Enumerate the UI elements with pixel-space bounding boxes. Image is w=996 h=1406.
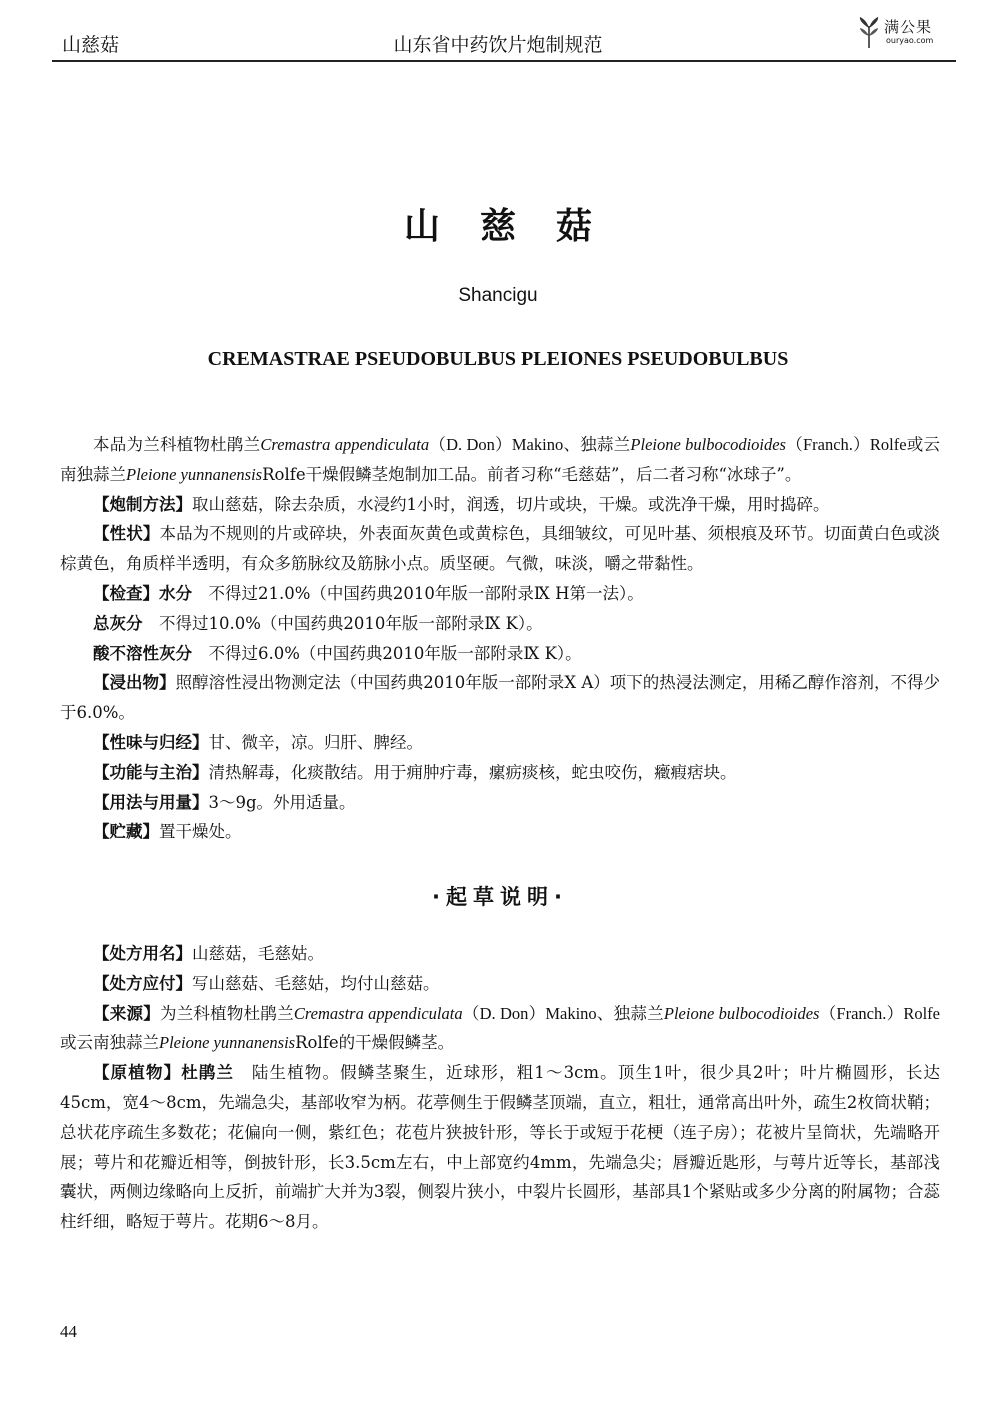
- source-text-3: （Franch.）Rolfe或云南独蒜兰: [60, 1003, 940, 1053]
- water-text: 不得过21.0%（中国药典2010年版一部附录Ⅸ H第一法）。: [208, 583, 644, 603]
- usage-text: 3～9g。外用适量。: [208, 792, 356, 812]
- page-title: 山慈菇: [403, 206, 632, 247]
- traits-label: 【性状】: [93, 524, 160, 544]
- method-paragraph: [60, 490, 940, 520]
- species-name: Pleione yunnanensis: [126, 464, 263, 484]
- intro-text-1: 本品为兰科植物杜鹃兰: [93, 435, 261, 454]
- extract-paragraph: [60, 668, 940, 728]
- species-name: Cremastra appendiculata: [260, 435, 430, 454]
- logo-name: 满公果: [884, 18, 933, 36]
- main-content: [60, 430, 940, 1237]
- storage-label: 【贮藏】: [93, 822, 159, 842]
- species-name: Pleione yunnanensis: [159, 1033, 296, 1053]
- usage-paragraph: [60, 788, 940, 818]
- latin-name: CREMASTRAE PSEUDOBULBUS PLEIONES PSEUDOBULBUS: [207, 348, 789, 370]
- check-label: 【检查】: [93, 583, 159, 603]
- page-number: 44: [60, 1322, 77, 1341]
- method-label: 【炮制方法】: [93, 494, 192, 514]
- rx-name-label: 【处方用名】: [93, 943, 192, 963]
- source-text-4: Rolfe的干燥假鳞茎。: [295, 1033, 455, 1053]
- function-text: 清热解毒，化痰散结。用于痈肿疔毒，瘰疬痰核，蛇虫咬伤，癥瘕痞块。: [208, 762, 737, 782]
- source-label: 【来源】: [93, 1003, 160, 1023]
- nature-label: 【性味与归经】: [93, 732, 209, 752]
- ash-label: 总灰分: [93, 613, 143, 633]
- origin-paragraph: [60, 1058, 940, 1237]
- pinyin-name: Shancigu: [458, 285, 538, 306]
- function-paragraph: [60, 758, 940, 788]
- traits-paragraph: [60, 519, 940, 579]
- usage-label: 【用法与用量】: [93, 792, 209, 812]
- source-paragraph: [60, 999, 940, 1059]
- storage-paragraph: [60, 817, 940, 847]
- running-head-center: 山东省中药饮片炮制规范: [393, 34, 603, 56]
- nature-paragraph: [60, 728, 940, 758]
- rx-dispense-label: 【处方应付】: [93, 973, 192, 993]
- acid-ash-text: 不得过6.0%（中国药典2010年版一部附录Ⅸ K）。: [208, 643, 582, 663]
- extract-text: 照醇溶性浸出物测定法（中国药典2010年版一部附录Ⅹ A）项下的热浸法测定，用稀乙醇作溶剂，不得少于6.0%。: [60, 673, 940, 723]
- water-label: 水分: [159, 583, 192, 603]
- species-name: Pleione bulbocodioides: [630, 435, 786, 454]
- page-header: [0, 0, 996, 62]
- ash-text: 不得过10.0%（中国药典2010年版一部附录Ⅸ K）。: [159, 613, 543, 633]
- intro-text-4: Rolfe干燥假鳞茎炮制加工品。前者习称“毛慈菇”，后二者习称“冰球子”。: [262, 464, 802, 484]
- rx-name-paragraph: [60, 939, 940, 969]
- species-name: Cremastra appendiculata: [293, 1003, 463, 1023]
- acid-ash-label: 酸不溶性灰分: [93, 643, 192, 663]
- source-text-1: 为兰科植物杜鹃兰: [159, 1003, 294, 1023]
- publisher-logo: [856, 14, 956, 54]
- origin-label: 【原植物】杜鹃兰: [93, 1063, 235, 1083]
- rx-dispense-text: 写山慈菇、毛慈姑，均付山慈菇。: [192, 973, 440, 993]
- source-text-2: （D. Don）Makino、独蒜兰: [462, 1003, 664, 1023]
- traits-text: 本品为不规则的片或碎块，外表面灰黄色或黄棕色，具细皱纹，可见叶基、须根痕及环节。切面黄白色或淡棕黄色，角质样半透明，有众多筋脉纹及筋脉小点。质坚硬。气微，味淡，嚼之带黏性。: [60, 524, 941, 574]
- logo-url: ouryao.com: [886, 36, 934, 45]
- check-acid-paragraph: [60, 639, 940, 669]
- header-rule: [52, 60, 956, 62]
- method-text: 取山慈菇，除去杂质，水浸约1小时，润透，切片或块，干燥。或洗净干燥，用时捣碎。: [192, 494, 830, 514]
- check-ash-paragraph: [60, 609, 940, 639]
- intro-text-3: （Franch.）Rolfe或云南独蒜兰: [60, 435, 941, 484]
- species-name: Pleione bulbocodioides: [663, 1003, 820, 1023]
- origin-text: 陆生植物。假鳞茎聚生，近球形，粗1～3cm。顶生1叶，很少具2叶；叶片椭圆形，长达45cm，宽4～8cm，先端急尖，基部收窄为柄。花葶侧生于假鳞茎顶端，直立，粗壮，通常高出叶外，疏生2枚筒状鞘；总状花序疏生多数花；花偏向一侧，紫红色；花苞片狭披针形，等长于或短于花梗（连子房）；花被片呈筒状，先端略开展；萼片和花瓣近相等，倒披针形，长3.5cm左右，中上部宽约4mm，先端急尖；唇瓣近匙形，与萼片近等长，基部浅囊状，两侧边缘略向上反折，前端扩大并为3裂，侧裂片狭小，中裂片长圆形，基部具1个紧贴或多少分离的附属物；合蕊柱纤细，略短于萼片。花期6～8月。: [60, 1063, 941, 1232]
- section-title: ·起草说明·: [432, 885, 568, 910]
- extract-label: 【浸出物】: [93, 673, 176, 693]
- intro-paragraph: [60, 430, 940, 490]
- rx-dispense-paragraph: [60, 969, 940, 999]
- function-label: 【功能与主治】: [93, 762, 209, 782]
- running-head-left: 山慈菇: [62, 34, 120, 56]
- plant-logo-icon: [856, 16, 882, 50]
- rx-name-text: 山慈菇，毛慈姑。: [192, 943, 324, 963]
- check-water-paragraph: [60, 579, 940, 609]
- nature-text: 甘、微辛，凉。归肝、脾经。: [208, 732, 423, 752]
- intro-text-2: （D. Don）Makino、独蒜兰: [429, 435, 631, 454]
- storage-text: 置干燥处。: [159, 822, 242, 842]
